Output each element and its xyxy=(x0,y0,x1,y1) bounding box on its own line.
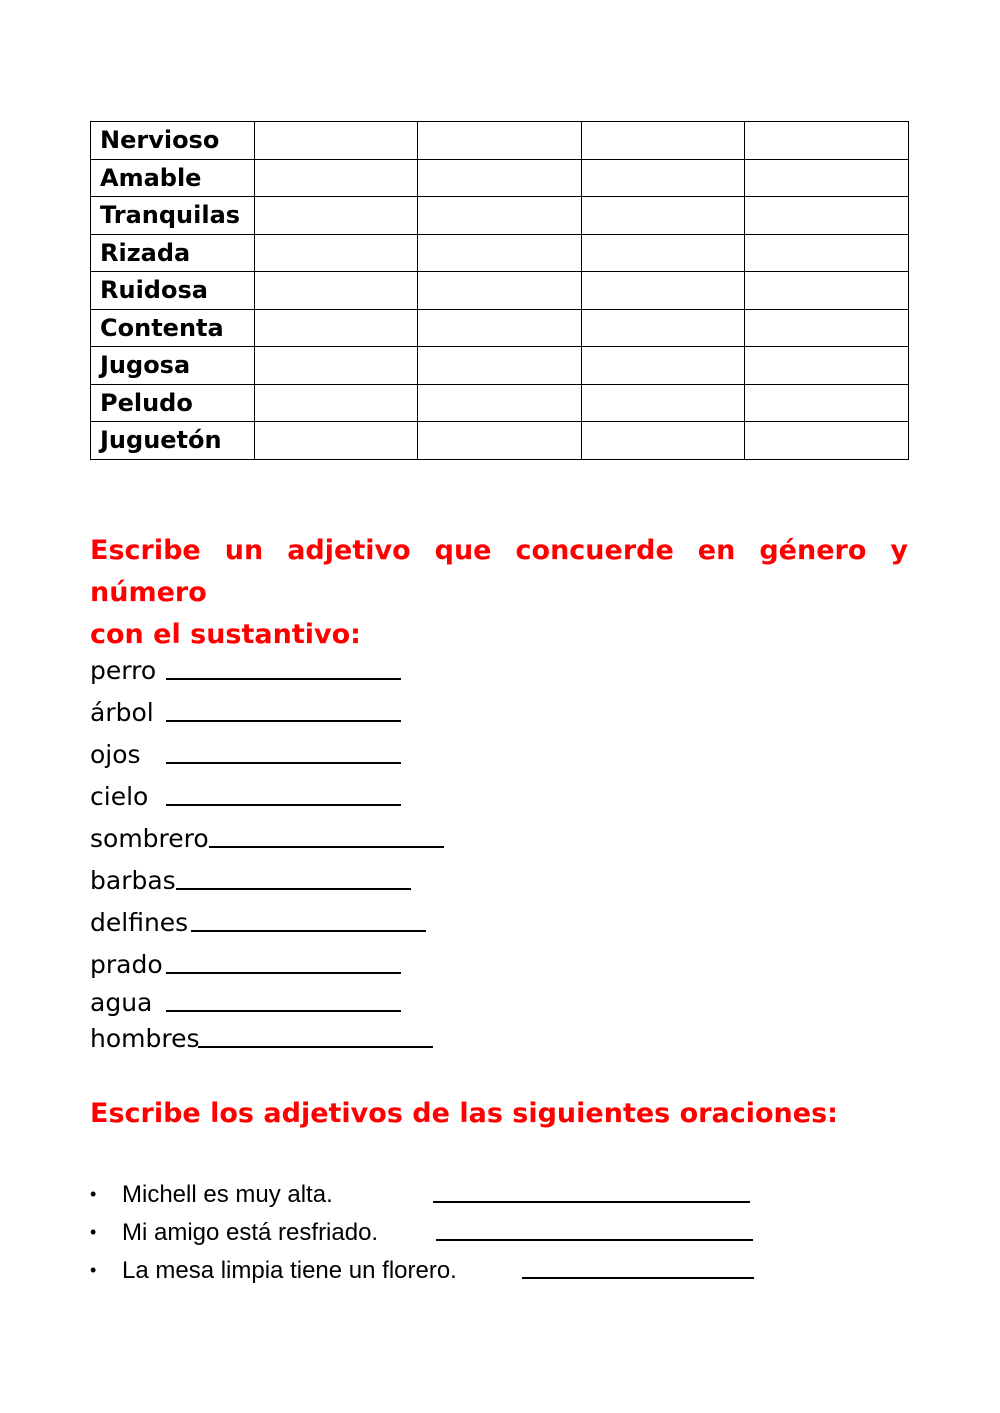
table-row xyxy=(91,197,909,235)
answer-cell[interactable] xyxy=(582,384,745,422)
answer-cell[interactable] xyxy=(255,422,418,460)
table-word-cell: Contenta xyxy=(91,309,255,347)
answer-cell[interactable] xyxy=(582,159,745,197)
bullet-icon: • xyxy=(90,1260,97,1280)
answer-cell[interactable] xyxy=(745,384,909,422)
noun-item xyxy=(90,824,209,854)
noun-label: delfines xyxy=(90,908,189,937)
heading-line-2: con el sustantivo: xyxy=(90,619,361,650)
sentence-item xyxy=(90,1255,457,1286)
table-row xyxy=(91,309,909,347)
answer-blank[interactable] xyxy=(166,950,401,974)
answer-cell[interactable] xyxy=(255,309,418,347)
table-word-cell: Jugosa xyxy=(91,347,255,385)
answer-cell[interactable] xyxy=(418,234,582,272)
noun-label: prado xyxy=(90,950,163,979)
noun-item xyxy=(90,988,152,1018)
answer-cell[interactable] xyxy=(745,159,909,197)
noun-item xyxy=(90,740,141,770)
table-row xyxy=(91,122,909,160)
answer-cell[interactable] xyxy=(418,197,582,235)
heading-line-1: Escribe un adjetivo que concuerde en género y número xyxy=(90,535,908,608)
answer-cell[interactable] xyxy=(418,347,582,385)
noun-label: perro xyxy=(90,656,157,685)
noun-item xyxy=(90,782,148,812)
answer-blank[interactable] xyxy=(433,1179,750,1203)
answer-cell[interactable] xyxy=(418,309,582,347)
noun-item xyxy=(90,1024,200,1054)
table-row xyxy=(91,272,909,310)
table-row xyxy=(91,347,909,385)
table-row xyxy=(91,159,909,197)
noun-label: agua xyxy=(90,988,153,1017)
sentence-text: Michell es muy alta. xyxy=(122,1181,333,1208)
table-row xyxy=(91,384,909,422)
answer-cell[interactable] xyxy=(418,159,582,197)
noun-item xyxy=(90,698,154,728)
answer-cell[interactable] xyxy=(745,309,909,347)
answer-cell[interactable] xyxy=(582,234,745,272)
answer-cell[interactable] xyxy=(745,234,909,272)
noun-label: sombrero xyxy=(90,824,209,853)
noun-label: hombres xyxy=(90,1024,200,1053)
answer-blank[interactable] xyxy=(166,988,401,1012)
answer-cell[interactable] xyxy=(418,122,582,160)
answer-blank[interactable] xyxy=(198,1024,433,1048)
noun-item xyxy=(90,950,163,980)
answer-cell[interactable] xyxy=(418,384,582,422)
bullet-icon: • xyxy=(90,1184,97,1204)
table-word-cell: Peludo xyxy=(91,384,255,422)
answer-cell[interactable] xyxy=(745,272,909,310)
answer-cell[interactable] xyxy=(745,197,909,235)
answer-blank[interactable] xyxy=(191,908,426,932)
answer-cell[interactable] xyxy=(255,384,418,422)
answer-cell[interactable] xyxy=(418,272,582,310)
answer-blank[interactable] xyxy=(522,1255,754,1279)
table-row xyxy=(91,422,909,460)
noun-label: ojos xyxy=(90,740,141,769)
answer-cell[interactable] xyxy=(582,422,745,460)
noun-label: árbol xyxy=(90,698,154,727)
table-word-cell: Rizada xyxy=(91,234,255,272)
sentence-text: Mi amigo está resfriado. xyxy=(122,1219,379,1246)
table-word-cell: Juguetón xyxy=(91,422,255,460)
answer-cell[interactable] xyxy=(255,197,418,235)
answer-cell[interactable] xyxy=(582,309,745,347)
answer-cell[interactable] xyxy=(745,122,909,160)
answer-cell[interactable] xyxy=(418,422,582,460)
answer-blank[interactable] xyxy=(436,1217,753,1241)
answer-cell[interactable] xyxy=(255,347,418,385)
answer-cell[interactable] xyxy=(582,347,745,385)
answer-cell[interactable] xyxy=(745,422,909,460)
section-heading-agreement xyxy=(90,530,908,656)
noun-item xyxy=(90,866,176,896)
noun-label: cielo xyxy=(90,782,149,811)
answer-blank[interactable] xyxy=(176,866,411,890)
answer-cell[interactable] xyxy=(582,272,745,310)
noun-item xyxy=(90,908,188,938)
noun-label: barbas xyxy=(90,866,176,895)
answer-cell[interactable] xyxy=(255,159,418,197)
section-heading-identify: Escribe los adjetivos de las siguientes oraciones: xyxy=(90,1098,838,1129)
answer-cell[interactable] xyxy=(255,272,418,310)
answer-blank[interactable] xyxy=(209,824,444,848)
sentence-item xyxy=(90,1179,333,1210)
table-row xyxy=(91,234,909,272)
table-word-cell: Tranquilas xyxy=(91,197,255,235)
table-word-cell: Amable xyxy=(91,159,255,197)
table-word-cell: Nervioso xyxy=(91,122,255,160)
sentence-item xyxy=(90,1217,378,1248)
table-word-cell: Ruidosa xyxy=(91,272,255,310)
adjective-table xyxy=(90,121,909,460)
sentence-text: La mesa limpia tiene un florero. xyxy=(122,1257,457,1284)
answer-blank[interactable] xyxy=(166,740,401,764)
answer-blank[interactable] xyxy=(166,782,401,806)
answer-cell[interactable] xyxy=(255,122,418,160)
answer-blank[interactable] xyxy=(166,656,401,680)
answer-cell[interactable] xyxy=(255,234,418,272)
bullet-icon: • xyxy=(90,1222,97,1242)
answer-blank[interactable] xyxy=(166,698,401,722)
noun-item xyxy=(90,656,156,686)
answer-cell[interactable] xyxy=(582,122,745,160)
answer-cell[interactable] xyxy=(745,347,909,385)
answer-cell[interactable] xyxy=(582,197,745,235)
